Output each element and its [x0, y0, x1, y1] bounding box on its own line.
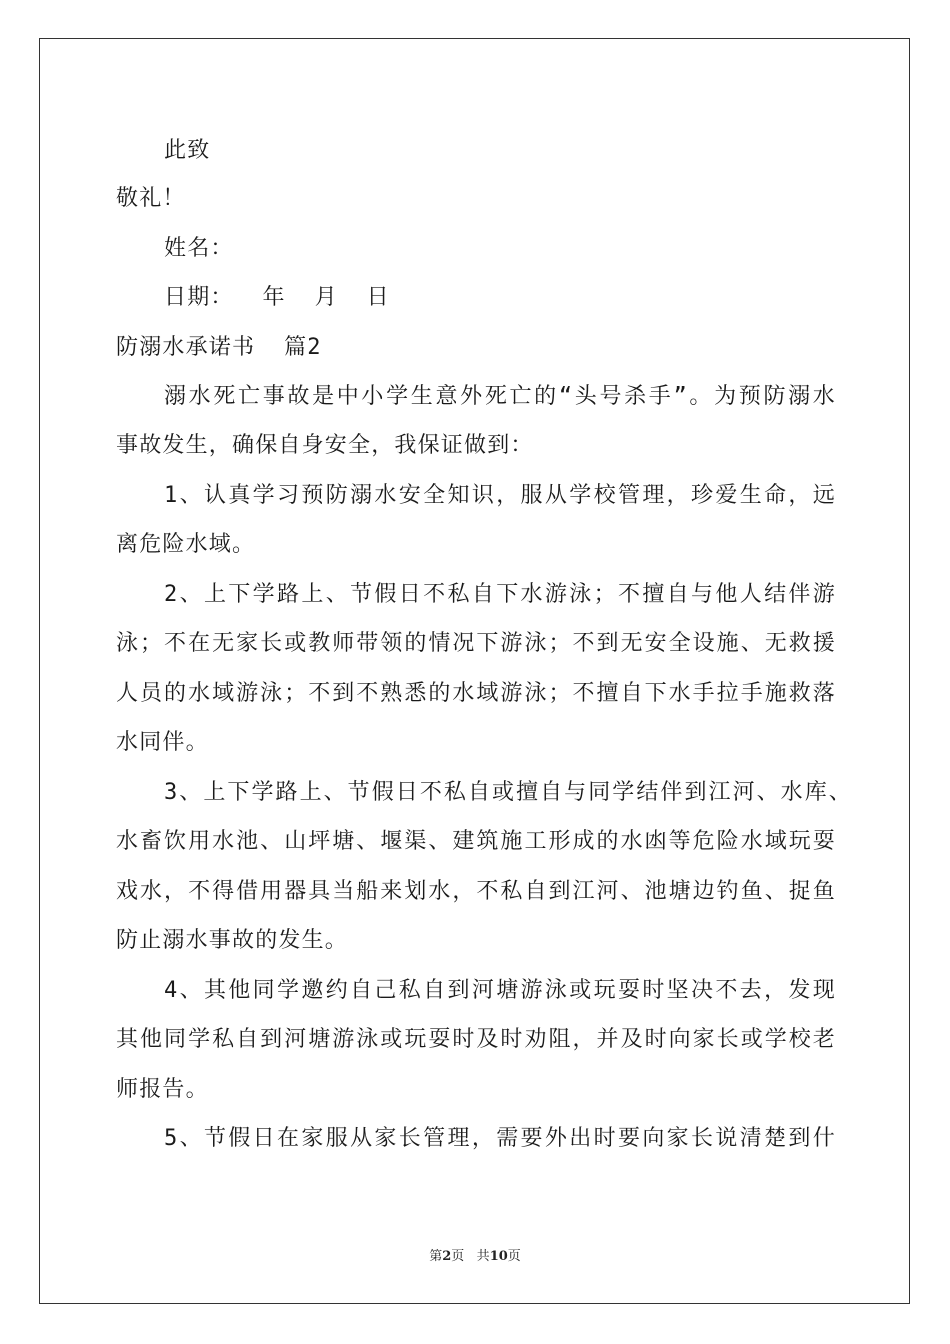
paragraph-line: 水同伴。	[116, 730, 209, 755]
footer-total-prefix: 共	[476, 1249, 490, 1264]
page-footer	[0, 1245, 950, 1264]
paragraph-line: 戏水，不得借用器具当船来划水，不私自到江河、池塘边钓鱼、捉鱼	[116, 879, 836, 904]
paragraph-line: 1、认真学习预防溺水安全知识，服从学校管理，珍爱生命，远	[164, 483, 836, 508]
paragraph-line: 离危险水域。	[116, 532, 256, 557]
paragraph-line: 4、其他同学邀约自己私自到河塘游泳或玩耍时坚决不去，发现	[164, 978, 836, 1003]
paragraph-line: 其他同学私自到河塘游泳或玩耍时及时劝阻，并及时向家长或学校老	[116, 1027, 836, 1052]
paragraph-line: 水畜饮用水池、山坪塘、堰渠、建筑施工形成的水凼等危险水域玩耍	[116, 829, 836, 854]
paragraph-line: 师报告。	[116, 1077, 209, 1102]
name-field-label: 姓名：	[164, 236, 234, 261]
footer-total-pages: 10	[489, 1249, 508, 1264]
paragraph-line: 人员的水域游泳；不到不熟悉的水域游泳；不擅自下水手拉手施救落	[116, 681, 836, 706]
paragraph-line: 2、上下学路上、节假日不私自下水游泳；不擅自与他人结伴游	[164, 582, 836, 607]
paragraph-line: 防止溺水事故的发生。	[116, 928, 349, 953]
footer-page-suffix: 页	[451, 1249, 465, 1264]
paragraph-line: 事故发生，确保自身安全，我保证做到：	[116, 433, 534, 458]
paragraph-line: 泳；不在无家长或教师带领的情况下游泳；不到无安全设施、无救援	[116, 631, 836, 656]
footer-page-number: 2	[442, 1249, 452, 1264]
paragraph-line: 5、节假日在家服从家长管理，需要外出时要向家长说清楚到什	[164, 1126, 836, 1151]
footer-total-suffix: 页	[507, 1249, 521, 1264]
salute-line: 敬礼！	[116, 186, 186, 211]
date-field-label: 日期： 年 月 日	[164, 285, 390, 310]
paragraph-line: 3、上下学路上、节假日不私自或擅自与同学结伴到江河、水库、	[164, 780, 852, 805]
page-border	[39, 38, 910, 1304]
section-title: 防溺水承诺书 篇2	[116, 335, 322, 360]
closing-line: 此致	[164, 138, 211, 163]
paragraph-line: 溺水死亡事故是中小学生意外死亡的“头号杀手”。为预防溺水	[164, 384, 836, 409]
footer-prefix: 第	[429, 1249, 443, 1264]
